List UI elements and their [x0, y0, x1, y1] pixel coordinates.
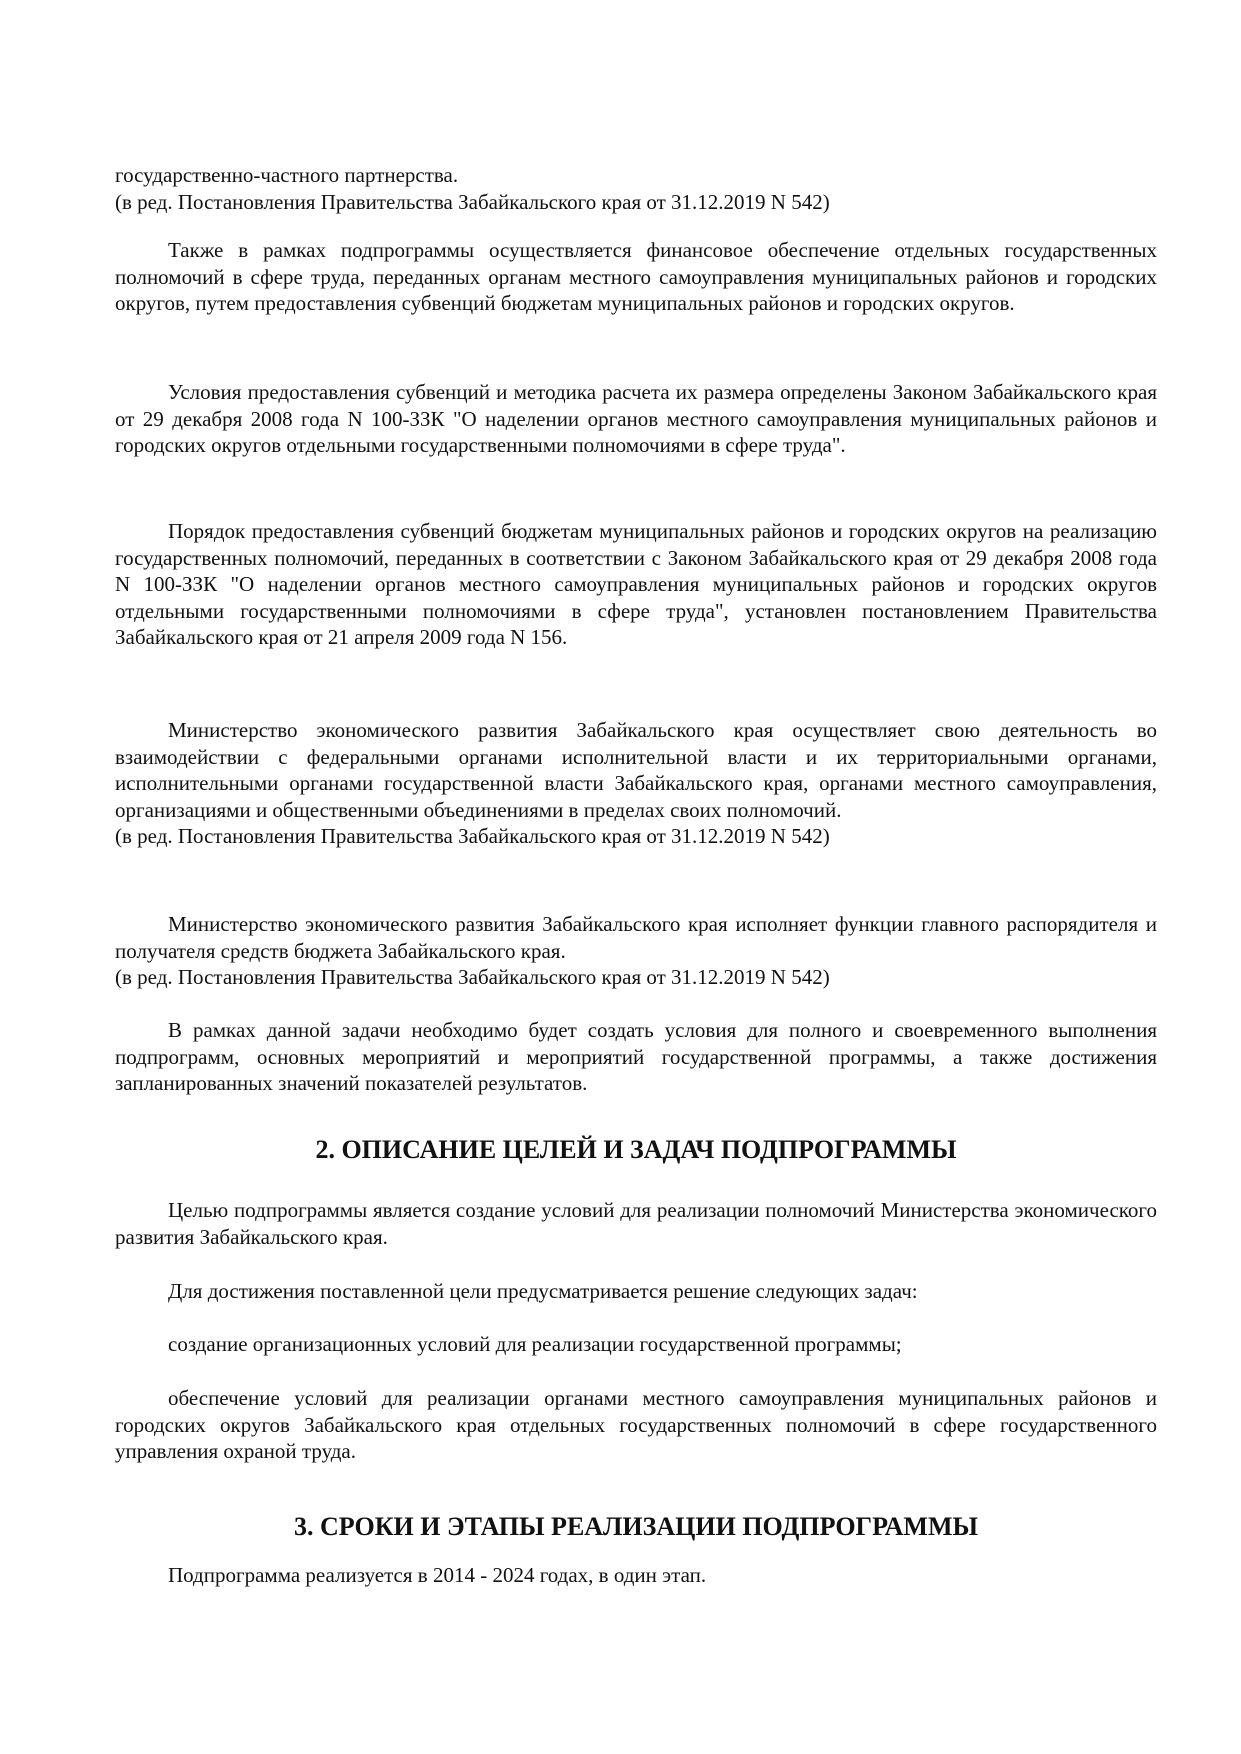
paragraph-task-1: [115, 1331, 1157, 1358]
amendment-note: (в ред. Постановления Правительства Забайкальского края от 31.12.2019 N 542): [115, 824, 830, 848]
paragraph-text: Министерство экономического развития Забайкальского края осуществляет свою деятельность во взаимодействии с федеральными органами исполнительной власти и их территориальными органами, исполнительными органами государственной власти Забайкальского края, органами местного самоуправления, организациями и общественными объединениями в пределах своих полномочий.: [115, 718, 1157, 822]
paragraph-text: Подпрограмма реализуется в 2014 - 2024 годах, в один этап.: [168, 1563, 707, 1587]
paragraph-tasks-intro: [115, 1278, 1157, 1305]
paragraph-timeline: [115, 1562, 1157, 1589]
paragraph-task-conditions: [115, 1017, 1157, 1097]
amendment-note: (в ред. Постановления Правительства Забайкальского края от 31.12.2019 N 542): [115, 965, 830, 989]
paragraph-task-2: [115, 1385, 1157, 1465]
paragraph-text: создание организационных условий для реализации государственной программы;: [168, 1332, 902, 1356]
paragraph-procedure: [115, 518, 1157, 651]
paragraph-text: Условия предоставления субвенций и методика расчета их размера определены Законом Забайкальского края от 29 декабря 2008 года N 100-ЗЗК "О наделении органов местного самоуправления муниципальных районов и городских округов отдельными государственными полномочиями в сфере труда".: [115, 380, 1157, 457]
paragraph-text: В рамках данной задачи необходимо будет создать условия для полного и своевременного выполнения подпрограмм, основных мероприятий и мероприятий государственной программы, а также достижения запланированных значений показателей результатов.: [115, 1018, 1157, 1095]
paragraph-continuation: [115, 162, 1157, 215]
paragraph-text: Целью подпрограммы является создание условий для реализации полномочий Министерства экономического развития Забайкальского края.: [115, 1198, 1157, 1249]
paragraph-conditions: [115, 379, 1157, 459]
paragraph-subventions: [115, 237, 1157, 317]
paragraph-text: Порядок предоставления субвенций бюджетам муниципальных районов и городских округов на реализацию государственных полномочий, переданных в соответствии с Законом Забайкальского края от 29 декабря 2008 года N 100-ЗЗК "О наделении органов местного самоуправления муниципальных районов и городских округов отдельными государственными полномочиями в сфере труда", установлен постановлением Правительства Забайкальского края от 21 апреля 2009 года N 156.: [115, 519, 1157, 649]
paragraph-ministry-functions: [115, 911, 1157, 991]
paragraph-ministry-interaction: [115, 717, 1157, 850]
section-heading-2: 2. ОПИСАНИЕ ЦЕЛЕЙ И ЗАДАЧ ПОДПРОГРАММЫ: [315, 1135, 957, 1164]
amendment-note: (в ред. Постановления Правительства Забайкальского края от 31.12.2019 N 542): [115, 189, 830, 214]
paragraph-goal: [115, 1197, 1157, 1250]
paragraph-text: Для достижения поставленной цели предусматривается решение следующих задач:: [168, 1279, 918, 1303]
paragraph-text: государственно-частного партнерства.: [115, 163, 459, 187]
paragraph-text: Министерство экономического развития Забайкальского края исполняет функции главного распорядителя и получателя средств бюджета Забайкальского края.: [115, 912, 1157, 963]
paragraph-text: Также в рамках подпрограммы осуществляется финансовое обеспечение отдельных государственных полномочий в сфере труда, переданных органам местного самоуправления муниципальных районов и городских округов, путем предоставления субвенций бюджетам муниципальных районов и городских округов.: [115, 238, 1157, 315]
section-heading-3: 3. СРОКИ И ЭТАПЫ РЕАЛИЗАЦИИ ПОДПРОГРАММЫ: [293, 1512, 979, 1541]
paragraph-text: обеспечение условий для реализации органами местного самоуправления муниципальных районов и городских округов Забайкальского края отдельных государственных полномочий в сфере государственного управления охраной труда.: [115, 1386, 1157, 1463]
